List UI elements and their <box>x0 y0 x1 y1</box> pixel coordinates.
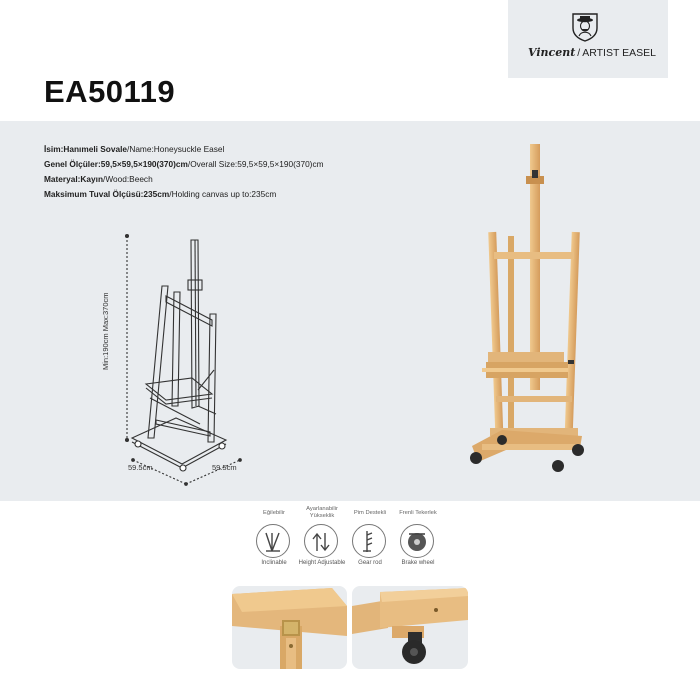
detail-photo-wheel <box>352 586 468 669</box>
width-dimension-right-label: 59.5cm <box>212 463 237 472</box>
spec-material <box>44 172 324 187</box>
brand-separator: / <box>577 47 581 59</box>
feature-label-tr: Pim Destekli <box>353 510 387 516</box>
brand-logo-box <box>508 0 668 78</box>
feature-label-tr: Frenli Tekerlek <box>399 510 437 516</box>
detail-photo-hinge <box>232 586 347 669</box>
spec-name <box>44 142 324 157</box>
width-dimension-left-label: 59.5cm <box>128 463 153 472</box>
height-dimension-label: Min:190cm Max:370cm <box>101 292 110 370</box>
spec-list <box>44 142 324 202</box>
brand-product-line: ARTIST EASEL <box>582 47 656 59</box>
feature-label-en: Inclinable <box>261 560 287 566</box>
gear-rod-icon <box>352 524 386 558</box>
feature-label-en: Height Adjustable <box>298 560 346 566</box>
spec-label: Genel Ölçüler:59,5×59,5×190(370)cm <box>44 159 188 169</box>
hinge-detail-image <box>232 586 347 669</box>
artist-portrait-emblem-icon <box>570 10 600 42</box>
spec-overall-size <box>44 157 324 172</box>
easel-line-drawing <box>110 228 260 490</box>
brand-logo-text: Vincent <box>528 46 576 59</box>
brand-wordmark <box>528 46 656 59</box>
brake-wheel-icon <box>400 524 434 558</box>
spec-value: /Holding canvas up to:235cm <box>169 189 277 199</box>
feature-label-tr: Eğilebilir <box>263 510 285 516</box>
feature-brake-wheel <box>386 506 450 570</box>
spec-max-canvas <box>44 187 324 202</box>
model-code: EA50119 <box>44 74 176 109</box>
spec-label: Materyal:Kayın <box>44 174 104 184</box>
spec-value: /Wood:Beech <box>103 174 153 184</box>
height-adjustable-icon <box>304 524 338 558</box>
easel-product-photo <box>462 140 590 480</box>
spec-label: Maksimum Tuval Ölçüsü:235cm <box>44 189 170 199</box>
feature-label-en: Brake wheel <box>401 560 435 566</box>
wheel-detail-image <box>352 586 468 669</box>
feature-label-en: Gear rod <box>358 560 382 566</box>
inclinable-icon <box>256 524 290 558</box>
spec-value: /Name:Honeysuckle Easel <box>127 144 225 154</box>
spec-label: İsim:Hanımeli Sovale <box>44 144 128 154</box>
feature-label-tr: Ayarlanabilir Yükseklik <box>306 506 338 519</box>
spec-value: /Overall Size:59,5×59,5×190(370)cm <box>187 159 324 169</box>
